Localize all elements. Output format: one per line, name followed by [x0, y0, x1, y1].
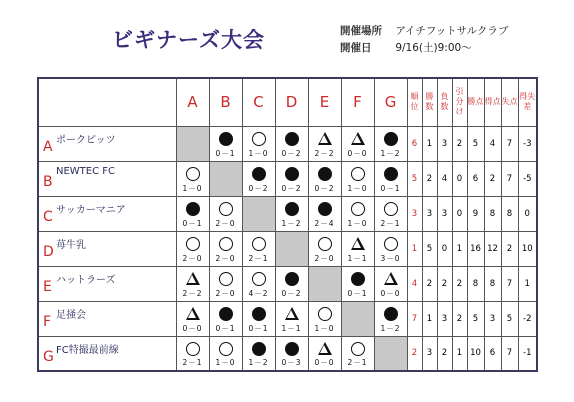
filled-circle-icon — [219, 307, 233, 321]
team-row — [38, 126, 537, 161]
triangle-icon — [318, 132, 332, 145]
match-score: 1－0 — [314, 323, 335, 333]
date-info — [340, 40, 472, 55]
team-letter: C — [43, 208, 53, 225]
stat-header-label: 引分け — [455, 87, 464, 117]
rank-cell: 3 — [407, 196, 422, 231]
filled-circle-icon — [351, 272, 365, 286]
stat-cell: 0 — [518, 196, 537, 231]
open-circle-icon — [318, 307, 332, 321]
match-score: 2－0 — [182, 253, 203, 263]
match-result-cell — [209, 196, 242, 231]
match-score: 1－1 — [347, 253, 368, 263]
match-result-cell — [176, 196, 209, 231]
match-result-cell — [209, 301, 242, 336]
stat-header — [501, 78, 518, 126]
stat-cell: 16 — [467, 231, 484, 266]
stat-cell: 3 — [422, 336, 437, 371]
match-score: 2－2 — [182, 288, 203, 298]
stat-cell: -5 — [518, 161, 537, 196]
match-score: 1－2 — [281, 218, 302, 228]
match-result-cell — [242, 161, 275, 196]
team-name-cell — [38, 161, 176, 196]
open-circle-icon — [186, 342, 200, 356]
match-result-cell — [242, 336, 275, 371]
match-result-cell — [176, 336, 209, 371]
match-score: 2－0 — [215, 253, 236, 263]
stat-header-label: 得失差 — [519, 92, 536, 112]
open-circle-icon — [219, 342, 233, 356]
stat-header — [518, 78, 537, 126]
open-circle-icon — [351, 202, 365, 216]
stat-cell: 2 — [452, 126, 467, 161]
stat-cell: 1 — [452, 231, 467, 266]
match-score: 2－1 — [380, 218, 401, 228]
stat-header — [422, 78, 437, 126]
stat-header — [484, 78, 501, 126]
filled-circle-icon — [285, 132, 299, 146]
team-name: ポークピッツ — [56, 134, 116, 146]
stat-cell: 5 — [501, 301, 518, 336]
match-score: 1－0 — [182, 183, 203, 193]
filled-circle-icon — [186, 202, 200, 216]
match-result-cell — [341, 196, 374, 231]
stat-cell: 1 — [518, 266, 537, 301]
self-match-cell — [341, 301, 374, 336]
match-score: 0－1 — [380, 183, 401, 193]
stat-cell: 7 — [501, 161, 518, 196]
team-name: 足掻会 — [56, 309, 86, 321]
team-name-cell — [38, 126, 176, 161]
open-circle-icon — [252, 272, 266, 286]
match-score: 1－0 — [347, 218, 368, 228]
filled-circle-icon — [252, 167, 266, 181]
match-result-cell — [176, 161, 209, 196]
match-score: 0－0 — [314, 358, 335, 367]
match-score: 0－1 — [215, 148, 236, 158]
stat-cell: 6 — [484, 336, 501, 371]
stat-cell: 8 — [501, 196, 518, 231]
match-result-cell — [242, 301, 275, 336]
venue-label: 開催場所 — [340, 25, 382, 37]
team-name: サッカーマニア — [56, 204, 126, 216]
match-score: 2－0 — [314, 253, 335, 263]
match-score: 0－2 — [248, 183, 269, 193]
match-result-cell — [176, 266, 209, 301]
filled-circle-icon — [318, 202, 332, 216]
match-result-cell — [341, 266, 374, 301]
stat-cell: 1 — [422, 126, 437, 161]
column-header-f: F — [341, 78, 374, 126]
stat-cell: 5 — [467, 301, 484, 336]
stat-cell: 10 — [518, 231, 537, 266]
match-result-cell — [209, 126, 242, 161]
match-result-cell — [176, 231, 209, 266]
match-score: 2－0 — [215, 218, 236, 228]
open-circle-icon — [252, 237, 266, 251]
match-result-cell — [308, 231, 341, 266]
triangle-icon — [351, 237, 365, 250]
match-score: 1－0 — [347, 183, 368, 193]
stat-cell: 3 — [422, 196, 437, 231]
team-name: NEWTEC FC — [56, 165, 116, 177]
team-letter: G — [43, 348, 54, 365]
team-letter: A — [43, 138, 53, 155]
rank-cell: 2 — [407, 336, 422, 371]
self-match-cell — [209, 161, 242, 196]
triangle-icon — [285, 307, 299, 320]
match-score: 3－0 — [380, 253, 401, 263]
filled-circle-icon — [285, 272, 299, 286]
match-result-cell — [374, 231, 407, 266]
league-table — [37, 77, 538, 372]
match-score: 2－2 — [314, 148, 335, 158]
team-letter: F — [43, 313, 52, 330]
self-match-cell — [275, 231, 308, 266]
match-result-cell — [341, 161, 374, 196]
stat-cell: 2 — [422, 266, 437, 301]
team-name-cell — [38, 336, 176, 371]
stat-cell: 2 — [452, 301, 467, 336]
match-result-cell — [209, 266, 242, 301]
stat-cell: 7 — [501, 336, 518, 371]
team-letter: E — [43, 278, 52, 295]
stat-cell: 7 — [501, 266, 518, 301]
open-circle-icon — [219, 202, 233, 216]
triangle-icon — [384, 272, 398, 285]
team-row — [38, 336, 537, 371]
stat-header-label: 勝点 — [467, 97, 484, 107]
date-value: 9/16(土)9:00〜 — [395, 42, 472, 54]
match-result-cell — [308, 126, 341, 161]
match-score: 1－0 — [215, 358, 236, 367]
match-result-cell — [209, 336, 242, 371]
match-result-cell — [308, 161, 341, 196]
rank-cell: 4 — [407, 266, 422, 301]
open-circle-icon — [384, 202, 398, 216]
match-score: 0－0 — [380, 288, 401, 298]
team-row — [38, 196, 537, 231]
triangle-icon — [318, 342, 332, 355]
column-header-e: E — [308, 78, 341, 126]
open-circle-icon — [318, 237, 332, 251]
match-result-cell — [176, 301, 209, 336]
stat-cell: 0 — [452, 196, 467, 231]
self-match-cell — [176, 126, 209, 161]
team-letter: D — [43, 243, 54, 260]
stat-cell: 8 — [467, 266, 484, 301]
open-circle-icon — [351, 167, 365, 181]
match-result-cell — [275, 161, 308, 196]
filled-circle-icon — [285, 342, 299, 356]
header-row — [38, 78, 537, 126]
match-score: 2－0 — [215, 288, 236, 298]
match-score: 0－1 — [248, 323, 269, 333]
stat-header — [407, 78, 422, 126]
date-label: 開催日 — [340, 42, 372, 54]
stat-cell: -3 — [518, 126, 537, 161]
match-result-cell — [341, 231, 374, 266]
match-score: 0－2 — [314, 183, 335, 193]
stat-cell: 3 — [484, 301, 501, 336]
triangle-icon — [186, 272, 200, 285]
filled-circle-icon — [219, 132, 233, 146]
filled-circle-icon — [318, 167, 332, 181]
match-score: 0－2 — [281, 148, 302, 158]
stat-cell: 4 — [437, 161, 452, 196]
match-result-cell — [275, 266, 308, 301]
open-circle-icon — [219, 237, 233, 251]
stat-header — [437, 78, 452, 126]
stat-cell: 2 — [484, 161, 501, 196]
team-name-cell — [38, 266, 176, 301]
match-score: 1－0 — [248, 148, 269, 158]
filled-circle-icon — [384, 132, 398, 146]
stat-cell: 2 — [501, 231, 518, 266]
match-score: 0－3 — [281, 358, 302, 367]
filled-circle-icon — [252, 307, 266, 321]
column-header-d: D — [275, 78, 308, 126]
column-header-b: B — [209, 78, 242, 126]
match-score: 2－1 — [182, 358, 203, 367]
match-score: 0－1 — [215, 323, 236, 333]
column-header-a: A — [176, 78, 209, 126]
stat-cell: 12 — [484, 231, 501, 266]
stat-cell: 1 — [422, 301, 437, 336]
match-score: 2－1 — [248, 253, 269, 263]
match-result-cell — [275, 336, 308, 371]
team-name: FC特撮最前線 — [56, 344, 119, 356]
team-name-cell — [38, 301, 176, 336]
match-result-cell — [242, 266, 275, 301]
match-result-cell — [374, 301, 407, 336]
team-row — [38, 266, 537, 301]
match-result-cell — [374, 161, 407, 196]
rank-cell: 7 — [407, 301, 422, 336]
team-row — [38, 161, 537, 196]
stat-header-label: 失点 — [501, 97, 518, 107]
stat-cell: 9 — [467, 196, 484, 231]
rank-cell: 5 — [407, 161, 422, 196]
stat-header-label: 得点 — [484, 97, 501, 107]
rank-cell: 6 — [407, 126, 422, 161]
team-row — [38, 231, 537, 266]
match-score: 2－4 — [314, 218, 335, 228]
match-result-cell — [341, 126, 374, 161]
match-score: 0－0 — [347, 148, 368, 158]
match-result-cell — [374, 196, 407, 231]
stat-header-label: 負数 — [440, 92, 449, 112]
open-circle-icon — [351, 342, 365, 356]
stat-cell: 6 — [467, 161, 484, 196]
stat-cell: -1 — [518, 336, 537, 371]
match-result-cell — [308, 196, 341, 231]
match-score: 0－2 — [281, 183, 302, 193]
filled-circle-icon — [285, 167, 299, 181]
match-result-cell — [275, 126, 308, 161]
open-circle-icon — [186, 167, 200, 181]
stat-cell: 5 — [467, 126, 484, 161]
stat-header-label: 勝数 — [425, 92, 434, 112]
stat-cell: 3 — [437, 196, 452, 231]
match-result-cell — [209, 231, 242, 266]
open-circle-icon — [186, 237, 200, 251]
match-result-cell — [275, 196, 308, 231]
stat-cell: 0 — [452, 161, 467, 196]
stat-cell: 4 — [484, 126, 501, 161]
match-result-cell — [341, 336, 374, 371]
stat-header — [467, 78, 484, 126]
match-score: 0－2 — [281, 288, 302, 298]
match-score: 1－2 — [380, 323, 401, 333]
match-score: 0－1 — [347, 288, 368, 298]
open-circle-icon — [384, 237, 398, 251]
self-match-cell — [308, 266, 341, 301]
open-circle-icon — [219, 272, 233, 286]
stat-cell: 2 — [437, 266, 452, 301]
match-result-cell — [242, 126, 275, 161]
stat-cell: 10 — [467, 336, 484, 371]
match-score: 1－1 — [281, 323, 302, 333]
filled-circle-icon — [384, 167, 398, 181]
rank-cell: 1 — [407, 231, 422, 266]
filled-circle-icon — [285, 202, 299, 216]
team-name: 苺牛乳 — [56, 239, 86, 251]
self-match-cell — [242, 196, 275, 231]
filled-circle-icon — [252, 342, 266, 356]
stat-cell: 8 — [484, 266, 501, 301]
corner-cell — [38, 78, 176, 126]
match-result-cell — [242, 231, 275, 266]
triangle-icon — [186, 307, 200, 320]
stat-cell: -2 — [518, 301, 537, 336]
column-header-c: C — [242, 78, 275, 126]
team-name-cell — [38, 231, 176, 266]
match-score: 1－2 — [380, 148, 401, 158]
page-title: ビギナーズ大会 — [112, 28, 265, 52]
match-result-cell — [374, 266, 407, 301]
stat-cell: 0 — [437, 231, 452, 266]
stat-cell: 3 — [437, 126, 452, 161]
stat-header-label: 順位 — [410, 92, 419, 112]
team-name-cell — [38, 196, 176, 231]
stat-cell: 8 — [484, 196, 501, 231]
match-result-cell — [275, 301, 308, 336]
stat-cell: 2 — [452, 266, 467, 301]
triangle-icon — [351, 132, 365, 145]
self-match-cell — [374, 336, 407, 371]
team-name: ハットラーズ — [56, 274, 116, 286]
match-score: 0－1 — [182, 218, 203, 228]
stat-header — [452, 78, 467, 126]
stat-cell: 2 — [437, 336, 452, 371]
stat-cell: 1 — [452, 336, 467, 371]
match-result-cell — [308, 336, 341, 371]
venue-info — [340, 23, 508, 38]
stat-cell: 2 — [422, 161, 437, 196]
stat-cell: 3 — [437, 301, 452, 336]
stat-cell: 5 — [422, 231, 437, 266]
match-score: 0－0 — [182, 323, 203, 333]
match-score: 1－2 — [248, 358, 269, 367]
match-score: 4－2 — [248, 288, 269, 298]
open-circle-icon — [252, 132, 266, 146]
column-header-g: G — [374, 78, 407, 126]
team-row — [38, 301, 537, 336]
match-score: 2－1 — [347, 358, 368, 367]
filled-circle-icon — [384, 307, 398, 321]
match-result-cell — [308, 301, 341, 336]
venue-value: アイチフットサルクラブ — [395, 25, 509, 37]
team-letter: B — [43, 173, 53, 190]
stat-cell: 7 — [501, 126, 518, 161]
match-result-cell — [374, 126, 407, 161]
